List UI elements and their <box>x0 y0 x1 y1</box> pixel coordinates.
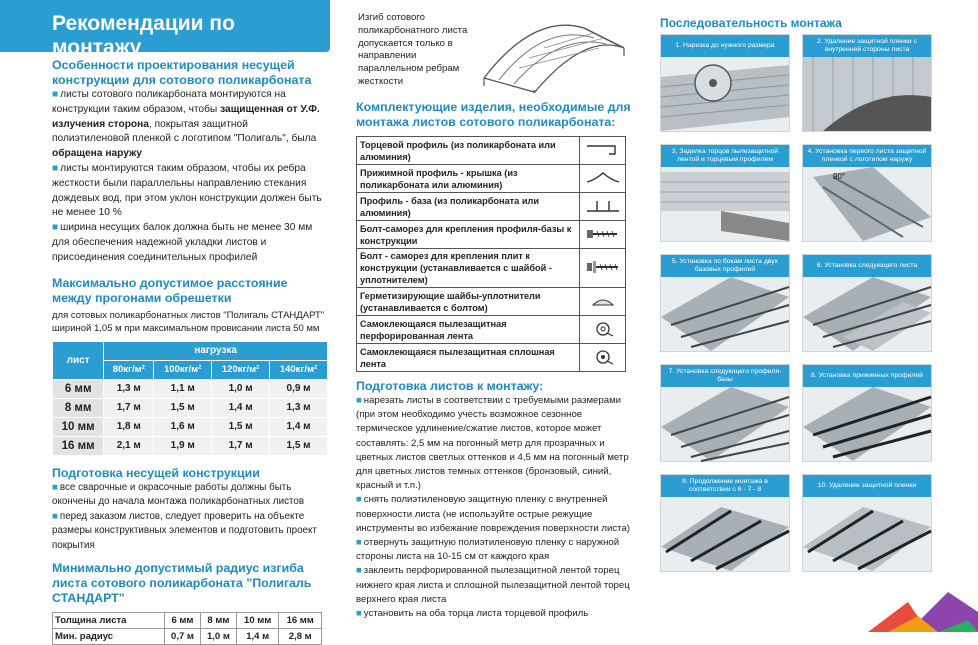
list-item: ■ установить на оба торца листа торцевой профиль <box>356 608 589 620</box>
continue-installation-icon <box>661 497 789 571</box>
list-item: ■ отвернуть защитную полиэтиленовую пленку с наружной стороны листа на 10-15 см от каждого края <box>356 537 620 563</box>
page-title: Рекомендации по монтажу <box>0 0 330 52</box>
section-title-spacing: Максимально допустимое расстояние между прогонами обрешетки <box>52 275 288 305</box>
arched-structure-icon <box>474 8 640 92</box>
solid-tape-icon <box>585 348 621 366</box>
step-4-panel: 4. Установка первого листа защитной пленкой с логотипом наружу 90° <box>802 144 932 242</box>
bullet-icon: ■ <box>52 510 58 522</box>
bend-illustration-block <box>344 0 640 98</box>
bullet-icon: ■ <box>356 537 362 549</box>
section-title-design: Особенности проектирования несущей конструкции для сотового поликарбоната <box>52 58 312 87</box>
bend-note: Изгиб сотового поликарбонатного листа допускается только в направлении параллельном ребрам жесткости <box>358 12 468 87</box>
bullet-icon: ■ <box>52 162 59 174</box>
design-item-1: ■ листы сотового поликарбоната монтируются на конструкции таким образом, чтобы защищенная от У.Ф. излучения сторона, покрытая защитной полиэтиленовой пленкой с логотипом "Полигаль", была обращена наружу <box>52 89 320 160</box>
load-header: 100кг/м² <box>154 360 212 379</box>
table-row: Мин. радиус 0,7 м 1,0 м 1,4 м 2,8 м <box>53 629 322 645</box>
peel-film-icon <box>803 57 931 131</box>
load-header: 80кг/м² <box>104 360 154 379</box>
cutting-saw-icon <box>661 57 789 131</box>
installation-sequence-title: Последовательность монтажа <box>660 16 842 30</box>
step-3-panel: 3. Заделка торцов пылезащитной лентой и торцевым профилем <box>660 144 790 242</box>
bullet-icon: ■ <box>356 494 362 506</box>
bullet-icon: ■ <box>356 565 362 577</box>
washer-icon <box>585 293 621 309</box>
list-item: ■ заклеить перфорированной пылезащитной лентой торец нижнего края листа и сплошной пылезащитной лентой торец верхнего края листа <box>356 565 630 605</box>
step-8-panel: 8. Установка прижимных профилей <box>802 364 932 462</box>
design-item-3: ■ ширина несущих балок должна быть не менее 30 мм для обеспечения надежной укладки листов и присоединения соединительных профилей <box>52 222 313 263</box>
right-column <box>652 0 978 632</box>
screw-washer-icon <box>585 259 621 275</box>
table-row: Торцевой профиль (из поликарбоната или алюминия) <box>357 137 626 165</box>
angle-label: 90° <box>833 172 846 181</box>
col-header-load: нагрузка <box>104 341 328 360</box>
next-base-profile-icon <box>661 387 789 461</box>
table-row: Болт-саморез для крепления профиля-базы к конструкции <box>357 221 626 249</box>
table-row: 16 мм 2,1 м 1,9 м 1,7 м 1,5 м <box>53 436 328 455</box>
components-title: Комплектующие изделия, необходимые для монтажа листов сотового поликарбоната: <box>356 100 631 129</box>
end-profile-icon <box>585 142 621 158</box>
sheet-prep-title: Подготовка листов к монтажу: <box>356 379 544 393</box>
design-text <box>52 88 326 266</box>
remove-film-icon <box>803 497 931 571</box>
step-5-panel: 5. Установка по бокам листа двух базовых профилей <box>660 254 790 352</box>
step-9-panel: 9. Продолжение монтажа в соответствии с 6 - 7 - 8 <box>660 474 790 572</box>
step-7-panel: 7. Установка следующего профиля-базы <box>660 364 790 462</box>
step-1-panel: 1. Нарезка до нужного размера <box>660 34 790 132</box>
bullet-icon: ■ <box>356 395 362 406</box>
load-header: 140кг/м² <box>270 360 328 379</box>
bullet-icon: ■ <box>52 481 58 493</box>
table-row: Прижимной профиль - крышка (из поликарбоната или алюминия) <box>357 165 626 193</box>
table-row: Самоклеющаяся пылезащитная сплошная лента <box>357 344 626 372</box>
list-item: ■ нарезать листы в соответствии с требуемыми размерами (при этом необходимо учесть возможное сезонное термическое удлинение/сжатие листов, которое может составлять: 2,5 мм на погонный метр для прозрачных и цветных листов светлых оттенков и 4,5 мм на погонный метр для цветных листов темных оттенков (бронзовый, синий, красный и т.п.) <box>356 395 629 492</box>
design-item-2: ■ листы монтируются таким образом, чтобы их ребра жесткости были параллельны направлению стекания дождевых вод, при этом уклон конструкции должен быть не менее 10 % <box>52 162 322 219</box>
decorative-corner-graphic <box>778 572 978 632</box>
tape-profile-icon <box>661 167 789 241</box>
col-header-sheet: лист <box>53 341 104 379</box>
bullet-icon: ■ <box>52 222 59 234</box>
middle-column <box>344 0 640 621</box>
table-row: Болт - саморез для крепления плит к конструкции (устанавливается с шайбой - уплотнителем) <box>357 249 626 288</box>
table-row: Профиль - база (из поликарбоната или алюминия) <box>357 193 626 221</box>
radius-table <box>52 612 322 645</box>
next-sheet-icon <box>803 277 931 351</box>
cap-profiles-icon <box>803 387 931 461</box>
step-10-panel: 10. Удаление защитной пленки <box>802 474 932 572</box>
perforated-tape-icon <box>585 320 621 338</box>
table-row: 10 мм 1,8 м 1,6 м 1,5 м 1,4 м <box>53 417 328 436</box>
components-table <box>356 136 626 372</box>
bullet-icon: ■ <box>356 608 362 620</box>
bullet-icon: ■ <box>52 89 59 100</box>
table-row: Герметизирующие шайбы-уплотнители (устанавливается с болтом) <box>357 288 626 316</box>
left-column <box>0 0 332 645</box>
prep-structure-item: ■ все сварочные и окрасочные работы должны быть окончены до начала монтажа поликарбонатных листов <box>52 481 305 508</box>
first-sheet-icon <box>803 167 931 241</box>
prep-structure-item: ■ перед заказом листов, следует проверить на объекте размеры конструктивных элементов и подготовить проект покрытия <box>52 510 317 551</box>
spacing-intro: для сотовых поликарбонатных листов "Полигаль СТАНДАРТ" шириной 1,05 м при максимальном провисании листа 50 мм <box>52 309 325 334</box>
load-header: 120кг/м² <box>212 360 270 379</box>
table-row: Толщина листа 6 мм 8 мм 10 мм 16 мм <box>53 613 322 629</box>
list-item: ■ снять полиэтиленовую защитную пленку с внутренней поверхности листа (не используйте острые режущие инструменты во избежание повреждения поверхности листа) <box>356 494 630 534</box>
table-row: 8 мм 1,7 м 1,5 м 1,4 м 1,3 м <box>53 398 328 417</box>
base-profiles-icon <box>661 277 789 351</box>
spacing-table <box>52 341 328 456</box>
table-row: Самоклеющаяся пылезащитная перфорированная лента <box>357 316 626 344</box>
cap-profile-icon <box>585 170 621 186</box>
section-title-preparation: Подготовка несущей конструкции <box>52 465 260 480</box>
table-row: 6 мм 1,3 м 1,1 м 1,0 м 0,9 м <box>53 379 328 398</box>
step-6-panel: 6. Установка следующего листа <box>802 254 932 352</box>
section-title-radius: Минимально допустимый радиус изгиба листа сотового поликарбоната "Полигаль СТАНДАРТ" <box>52 561 312 606</box>
sheet-prep-list <box>356 394 638 621</box>
screw-icon <box>585 226 621 242</box>
base-profile-icon <box>585 198 621 214</box>
step-2-panel: 2. Удаление защитной пленки с внутренней стороны листа <box>802 34 932 132</box>
preparation-text <box>52 481 326 554</box>
